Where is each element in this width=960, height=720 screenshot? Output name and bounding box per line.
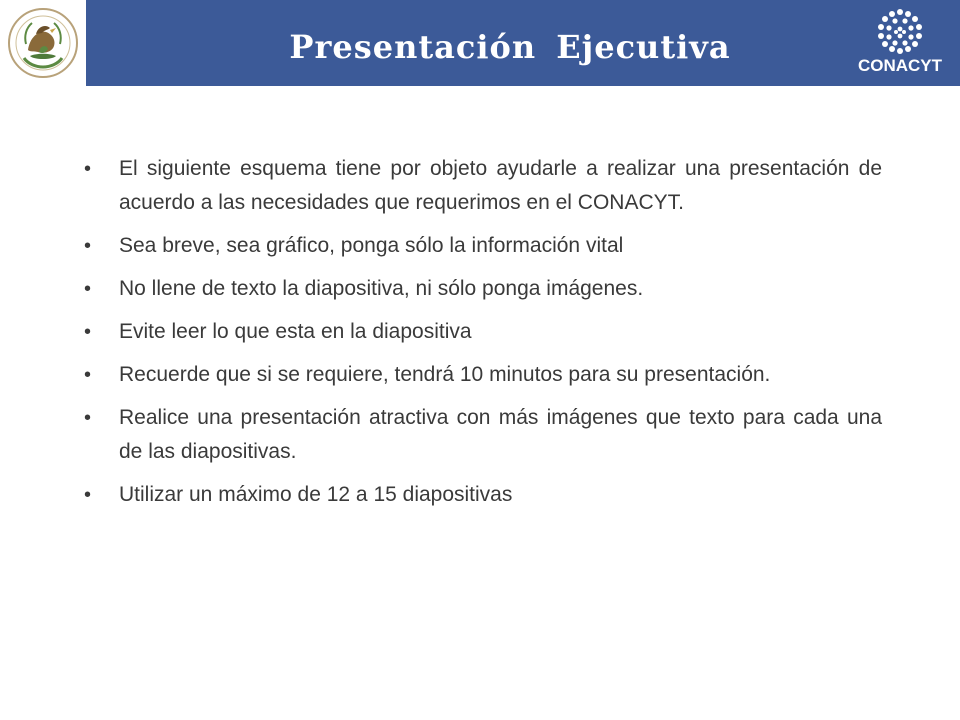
conacyt-logo-text: CONACYT xyxy=(857,56,943,75)
bullet-icon: • xyxy=(84,235,92,257)
mexico-seal-logo xyxy=(0,0,86,86)
header-bar xyxy=(0,0,960,86)
list-item xyxy=(84,358,882,392)
bullet-icon: • xyxy=(84,407,92,429)
list-item xyxy=(84,229,882,263)
list-item xyxy=(84,152,882,220)
conacyt-logo xyxy=(846,8,954,82)
list-item-text: Sea breve, sea gráfico, ponga sólo la información vital xyxy=(119,234,624,257)
list-item-text: No llene de texto la diapositiva, ni sólo ponga imágenes. xyxy=(119,277,644,300)
list-item-text: Realice una presentación atractiva con más imágenes que texto para cada una de las diapositivas. xyxy=(119,406,882,463)
conacyt-dots-icon xyxy=(868,8,932,54)
bullet-icon: • xyxy=(84,484,92,506)
list-item xyxy=(84,272,882,306)
bullet-list xyxy=(84,152,882,521)
bullet-icon: • xyxy=(84,278,92,300)
eagle-seal-icon xyxy=(6,6,80,80)
list-item-text: Recuerde que si se requiere, tendrá 10 minutos para su presentación. xyxy=(119,363,771,386)
list-item-text: Utilizar un máximo de 12 a 15 diapositivas xyxy=(119,483,513,506)
list-item xyxy=(84,478,882,512)
list-item-text: Evite leer lo que esta en la diapositiva xyxy=(119,320,472,343)
list-item xyxy=(84,315,882,349)
page-title: Presentación Ejecutiva xyxy=(289,28,731,66)
bullet-icon: • xyxy=(84,321,92,343)
list-item xyxy=(84,401,882,469)
bullet-icon: • xyxy=(84,158,92,180)
list-item-text: El siguiente esquema tiene por objeto ayudarle a realizar una presentación de acuerdo a las necesidades que requerimos en el CONACYT. xyxy=(119,157,882,214)
bullet-icon: • xyxy=(84,364,92,386)
